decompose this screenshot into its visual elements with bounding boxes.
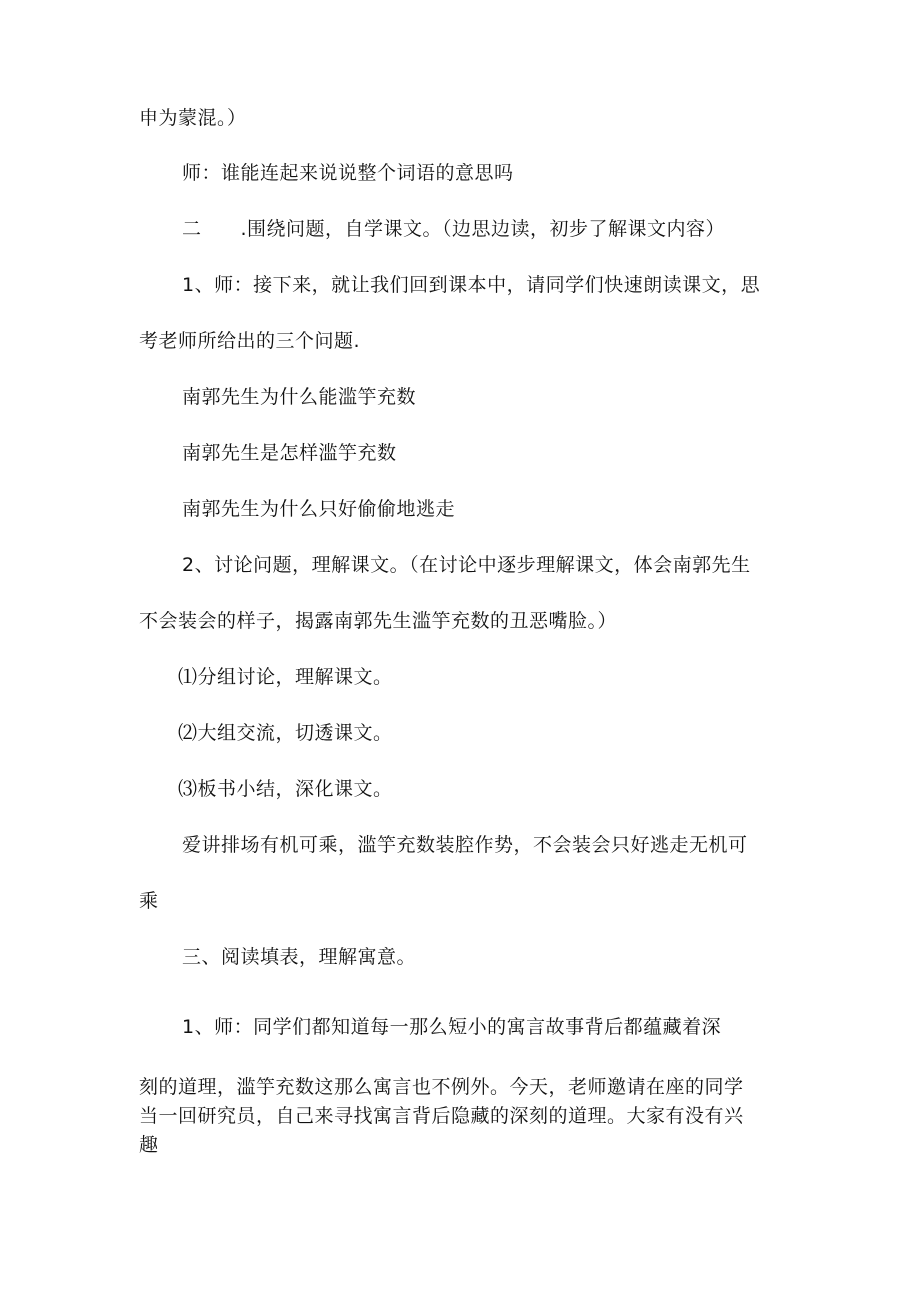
question-3: 南郭先生为什么只好偷偷地逃走: [182, 498, 456, 520]
step-3: ⑶板书小结，深化课文。: [178, 778, 393, 800]
text-line-18: 刻的道理，滥竽充数这那么寓言也不例外。今天，老师邀请在座的同学: [139, 1076, 744, 1098]
section-heading-3: 三、阅读填表，理解寓意。: [182, 946, 417, 968]
step-2: ⑵大组交流，切透课文。: [178, 722, 393, 744]
text-line-19: 当一回研究员，自己来寻找寓言背后隐藏的深刻的道理。大家有没有兴: [139, 1105, 744, 1127]
text-line-14: 爱讲排场有机可乘，滥竽充数装腔作势，不会装会只好逃走无机可: [182, 834, 748, 856]
text-line-15: 乘: [139, 890, 159, 912]
question-1: 南郭先生为什么能滥竽充数: [182, 386, 417, 408]
text-line-1: 申为蒙混。）: [139, 107, 247, 129]
text-line-17: 1、师：同学们都知道每一那么短小的寓言故事背后都蕴藏着深: [182, 1016, 722, 1038]
step-1: ⑴分组讨论，理解课文。: [178, 666, 393, 688]
text-line-20: 趣: [139, 1134, 159, 1156]
question-2: 南郭先生是怎样滥竽充数: [182, 442, 397, 464]
text-line-2: 师：谁能连起来说说整个词语的意思吗: [182, 162, 514, 184]
text-line-4: 1、师：接下来，就让我们回到课本中，请同学们快速朗读课文，思: [182, 274, 761, 296]
text-line-9: 2、讨论问题，理解课文。（在讨论中逐步理解课文，体会南郭先生: [182, 554, 751, 576]
text-line-5: 考老师所给出的三个问题.: [139, 330, 361, 352]
section-heading-2: 二 .围绕问题，自学课文。（边思边读，初步了解课文内容）: [182, 218, 726, 240]
text-line-10: 不会装会的样子，揭露南郭先生滥竽充数的丑恶嘴脸。）: [139, 610, 618, 632]
